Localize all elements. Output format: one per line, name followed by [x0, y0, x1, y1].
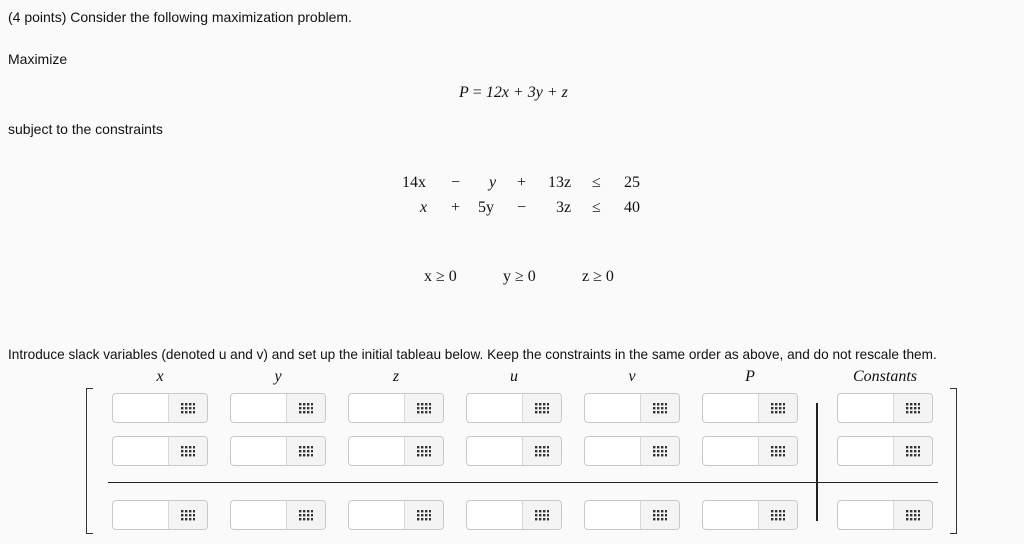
matrix-left-bracket — [86, 388, 93, 534]
tableau-input-r2-v[interactable] — [585, 437, 641, 465]
c2-term2: 5y — [478, 199, 494, 216]
keypad-grid-icon[interactable] — [759, 501, 797, 529]
objective-row-divider — [108, 482, 938, 483]
nonneg-z: z ≥ 0 — [582, 268, 614, 285]
col-header-constants: Constants — [852, 368, 917, 385]
tableau-input-r2-x[interactable] — [113, 437, 169, 465]
objective-eq: = — [472, 84, 482, 101]
col-header-u: u — [510, 368, 518, 385]
c1-op1: − — [451, 174, 461, 191]
tableau-input-r3-u[interactable] — [467, 501, 523, 529]
col-header-z: z — [392, 368, 400, 385]
c2-rhs: 40 — [624, 199, 640, 216]
nonneg-x: x ≥ 0 — [424, 268, 457, 285]
keypad-grid-icon[interactable] — [405, 394, 443, 422]
c2-rel: ≤ — [592, 199, 601, 216]
keypad-grid-icon[interactable] — [523, 394, 561, 422]
c1-term2: y — [489, 174, 497, 191]
c2-term1: x — [420, 199, 428, 216]
tableau-input-r1-constants[interactable] — [838, 394, 894, 422]
col-header-x: x — [156, 368, 164, 385]
tableau-input-r3-z[interactable] — [349, 501, 405, 529]
c2-term3: 3z — [556, 199, 572, 216]
c2-op2: − — [517, 199, 527, 216]
keypad-grid-icon[interactable] — [405, 437, 443, 465]
tableau-input-r2-y[interactable] — [231, 437, 287, 465]
c1-rhs: 25 — [624, 174, 640, 191]
keypad-grid-icon[interactable] — [894, 394, 932, 422]
tableau-entry-r1-z[interactable] — [348, 393, 444, 423]
tableau-entry-r3-y[interactable] — [230, 500, 326, 530]
col-header-y: y — [274, 368, 282, 385]
tableau-input-r3-v[interactable] — [585, 501, 641, 529]
tableau-entry-r2-x[interactable] — [112, 436, 208, 466]
tableau-input-r1-p[interactable] — [703, 394, 759, 422]
tableau-input-r3-constants[interactable] — [838, 501, 894, 529]
keypad-grid-icon[interactable] — [641, 437, 679, 465]
c1-rel: ≤ — [592, 174, 601, 191]
tableau-input-r3-p[interactable] — [703, 501, 759, 529]
c1-term1: 14x — [402, 174, 426, 191]
instruction-text: Introduce slack variables (denoted u and v) and set up the initial tableau below. Keep the constraints in the same order as above, and do not rescale them. — [8, 347, 937, 362]
nonneg-y: y ≥ 0 — [503, 268, 536, 285]
tableau-input-r3-y[interactable] — [231, 501, 287, 529]
keypad-grid-icon[interactable] — [641, 501, 679, 529]
tableau-entry-r1-x[interactable] — [112, 393, 208, 423]
tableau-entry-r2-u[interactable] — [466, 436, 562, 466]
augment-divider — [816, 403, 818, 521]
keypad-grid-icon[interactable] — [523, 437, 561, 465]
objective-rhs: 12x + 3y + z — [485, 84, 568, 101]
tableau-input-r1-u[interactable] — [467, 394, 523, 422]
keypad-grid-icon[interactable] — [287, 394, 325, 422]
tableau-input-r2-u[interactable] — [467, 437, 523, 465]
maximize-label: Maximize — [8, 51, 68, 67]
tableau-entry-r2-y[interactable] — [230, 436, 326, 466]
tableau-entry-r3-u[interactable] — [466, 500, 562, 530]
keypad-grid-icon[interactable] — [759, 437, 797, 465]
c2-op1: + — [451, 199, 461, 216]
tableau-input-r1-x[interactable] — [113, 394, 169, 422]
question-title: (4 points) Consider the following maximization problem. — [8, 9, 352, 25]
tableau-input-r1-y[interactable] — [231, 394, 287, 422]
tableau-entry-r3-p[interactable] — [702, 500, 798, 530]
tableau-entry-r1-u[interactable] — [466, 393, 562, 423]
tableau-entry-r3-z[interactable] — [348, 500, 444, 530]
keypad-grid-icon[interactable] — [759, 394, 797, 422]
objective-function — [459, 84, 568, 102]
subject-label: subject to the constraints — [8, 121, 163, 137]
keypad-grid-icon[interactable] — [169, 437, 207, 465]
tableau-entry-r2-v[interactable] — [584, 436, 680, 466]
tableau-entry-r2-z[interactable] — [348, 436, 444, 466]
tableau-entry-r3-x[interactable] — [112, 500, 208, 530]
keypad-grid-icon[interactable] — [894, 501, 932, 529]
tableau-entry-r2-p[interactable] — [702, 436, 798, 466]
tableau-entry-r1-v[interactable] — [584, 393, 680, 423]
col-header-v: v — [628, 368, 636, 385]
keypad-grid-icon[interactable] — [641, 394, 679, 422]
tableau-entry-r1-y[interactable] — [230, 393, 326, 423]
c1-term3: 13z — [548, 174, 572, 191]
objective-lhs: P — [459, 84, 469, 101]
tableau-entry-r3-v[interactable] — [584, 500, 680, 530]
keypad-grid-icon[interactable] — [894, 437, 932, 465]
keypad-grid-icon[interactable] — [523, 501, 561, 529]
keypad-grid-icon[interactable] — [405, 501, 443, 529]
keypad-grid-icon[interactable] — [287, 437, 325, 465]
keypad-grid-icon[interactable] — [287, 501, 325, 529]
tableau-input-r2-z[interactable] — [349, 437, 405, 465]
matrix-right-bracket — [950, 388, 957, 534]
tableau-entry-r3-constants[interactable] — [837, 500, 933, 530]
tableau-input-r2-p[interactable] — [703, 437, 759, 465]
tableau-input-r3-x[interactable] — [113, 501, 169, 529]
col-header-p: P — [745, 368, 755, 385]
tableau-input-r1-v[interactable] — [585, 394, 641, 422]
tableau-input-r1-z[interactable] — [349, 394, 405, 422]
keypad-grid-icon[interactable] — [169, 501, 207, 529]
keypad-grid-icon[interactable] — [169, 394, 207, 422]
tableau-entry-r1-constants[interactable] — [837, 393, 933, 423]
tableau-input-r2-constants[interactable] — [838, 437, 894, 465]
tableau-entry-r1-p[interactable] — [702, 393, 798, 423]
c1-op2: + — [517, 174, 527, 191]
tableau-entry-r2-constants[interactable] — [837, 436, 933, 466]
